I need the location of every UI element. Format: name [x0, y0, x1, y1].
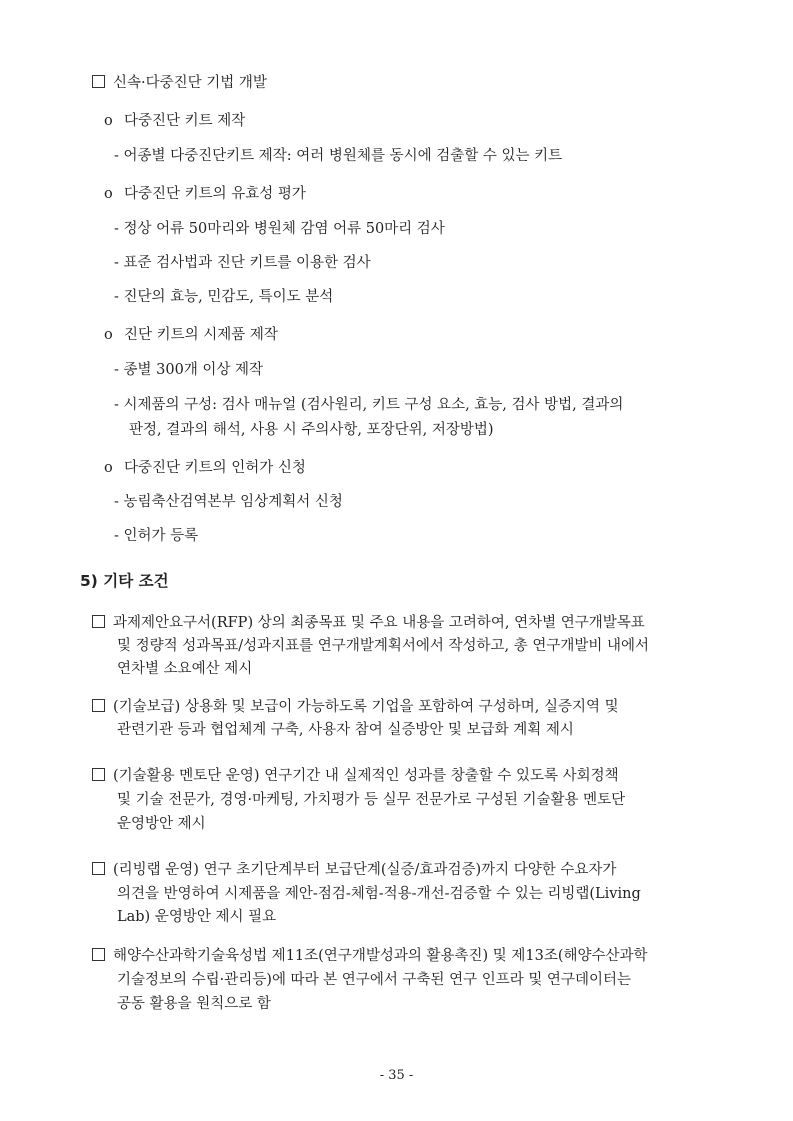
- paragraph-text: (리빙랩 운영) 연구 초기단계부터 보급단계(실증/효과검증)까지 다양한 수요자가: [113, 862, 617, 878]
- detail-item: - 인허가 등록: [114, 528, 199, 544]
- circle-bullet-icon: o: [104, 460, 113, 476]
- checkbox-square-icon: [92, 768, 105, 781]
- paragraph-text: 연차별 소요예산 제시: [117, 661, 253, 677]
- paragraph-text: (기술활용 멘토단 운영) 연구기간 내 실제적인 성과를 창출할 수 있도록 사회정책: [113, 768, 619, 784]
- checkbox-square-icon: [92, 615, 105, 628]
- detail-text: 종별 300개 이상 제작: [123, 362, 264, 378]
- detail-item: - 농림축산검역본부 임상계획서 신청: [114, 494, 343, 510]
- detail-text: 표준 검사법과 진단 키트를 이용한 검사: [123, 255, 371, 271]
- paragraph-text: 해양수산과학기술육성법 제11조(연구개발성과의 활용촉진) 및 제13조(해양수산과학: [113, 948, 648, 964]
- section-heading: [92, 73, 267, 93]
- subheading: [104, 325, 278, 345]
- paragraph-line: [117, 994, 271, 1014]
- paragraph-text: 의견을 반영하여 시제품을 제안-점검-체험-적용-개선-검증할 수 있는 리빙랩(Living: [117, 886, 641, 902]
- paragraph-line: [117, 814, 206, 834]
- circle-bullet-icon: o: [104, 113, 113, 129]
- detail-item: - 정상 어류 50마리와 병원체 감염 어류 50마리 검사: [114, 221, 445, 237]
- paragraph-line: [117, 970, 631, 990]
- detail-text: 진단의 효능, 민감도, 특이도 분석: [123, 289, 334, 305]
- detail-item-continuation: [129, 420, 494, 440]
- checkbox-square-icon: [92, 699, 105, 712]
- detail-item: - 표준 검사법과 진단 키트를 이용한 검사: [114, 255, 371, 271]
- checkbox-square-icon: [92, 75, 105, 88]
- paragraph-text: 및 정량적 성과목표/성과지표를 연구개발계획서에서 작성하고, 총 연구개발비 내에서: [117, 638, 650, 654]
- paragraph-text: 운영방안 제시: [117, 816, 206, 832]
- circle-bullet-icon: o: [104, 186, 113, 202]
- paragraph-line: [117, 659, 252, 679]
- paragraph-text: 관련기관 등과 협업체계 구축, 사용자 참여 실증방안 및 보급화 계획 제시: [117, 722, 574, 738]
- detail-item: - 어종별 다중진단키트 제작: 여러 병원체를 동시에 검출할 수 있는 키트: [114, 148, 563, 164]
- checkbox-square-icon: [92, 948, 105, 961]
- paragraph-text: 공동 활용을 원칙으로 함: [117, 996, 271, 1012]
- paragraph-line: [92, 613, 645, 633]
- detail-text: 정상 어류 50마리와 병원체 감염 어류 50마리 검사: [123, 221, 445, 237]
- paragraph-text: 및 기술 전문가, 경영·마케팅, 가치평가 등 실무 전문가로 구성된 기술활용 멘토단: [117, 792, 626, 808]
- subheading: [104, 458, 306, 478]
- section-5-heading: 5) 기타 조건: [80, 572, 169, 590]
- paragraph-line: [117, 790, 625, 810]
- paragraph-line: [92, 860, 616, 880]
- circle-bullet-icon: o: [104, 327, 113, 343]
- paragraph-line: [92, 946, 648, 966]
- detail-text: 어종별 다중진단키트 제작: 여러 병원체를 동시에 검출할 수 있는 키트: [123, 148, 563, 164]
- subheading-text: 다중진단 키트의 인허가 신청: [124, 460, 306, 476]
- checkbox-square-icon: [92, 862, 105, 875]
- paragraph-text: 과제제안요구서(RFP) 상의 최종목표 및 주요 내용을 고려하여, 연차별 연구개발목표: [113, 615, 645, 631]
- paragraph-line: [117, 636, 649, 656]
- detail-text: 시제품의 구성: 검사 매뉴얼 (검사원리, 키트 구성 요소, 효능, 검사 방법, 결과의: [123, 397, 624, 413]
- paragraph-text: 기술정보의 수립·관리등)에 따라 본 연구에서 구축된 연구 인프라 및 연구데이터는: [117, 972, 631, 988]
- paragraph-text: (기술보급) 상용화 및 보급이 가능하도록 기업을 포함하여 구성하며, 실증지역 및: [113, 699, 619, 715]
- paragraph-line: [92, 766, 619, 786]
- paragraph-line: [92, 697, 619, 717]
- section-title: 신속·다중진단 기법 개발: [113, 75, 267, 91]
- detail-item: - 종별 300개 이상 제작: [114, 362, 264, 378]
- subheading: [104, 184, 306, 204]
- paragraph-text: Lab) 운영방안 제시 필요: [117, 909, 277, 925]
- subheading-text: 다중진단 키트 제작: [124, 113, 246, 129]
- page-number: - 35 -: [379, 1068, 414, 1083]
- subheading-text: 다중진단 키트의 유효성 평가: [124, 186, 306, 202]
- subheading-text: 진단 키트의 시제품 제작: [124, 327, 278, 343]
- detail-item: - 진단의 효능, 민감도, 특이도 분석: [114, 289, 334, 305]
- subheading: [104, 111, 245, 131]
- detail-item: - 시제품의 구성: 검사 매뉴얼 (검사원리, 키트 구성 요소, 효능, 검사 방법, 결과의: [114, 397, 624, 413]
- detail-text: 농림축산검역본부 임상계획서 신청: [123, 494, 343, 510]
- detail-text: 판정, 결과의 해석, 사용 시 주의사항, 포장단위, 저장방법): [129, 422, 494, 438]
- paragraph-line: [117, 720, 574, 740]
- paragraph-line: [117, 884, 641, 904]
- detail-text: 인허가 등록: [123, 528, 199, 544]
- paragraph-line: [117, 907, 276, 927]
